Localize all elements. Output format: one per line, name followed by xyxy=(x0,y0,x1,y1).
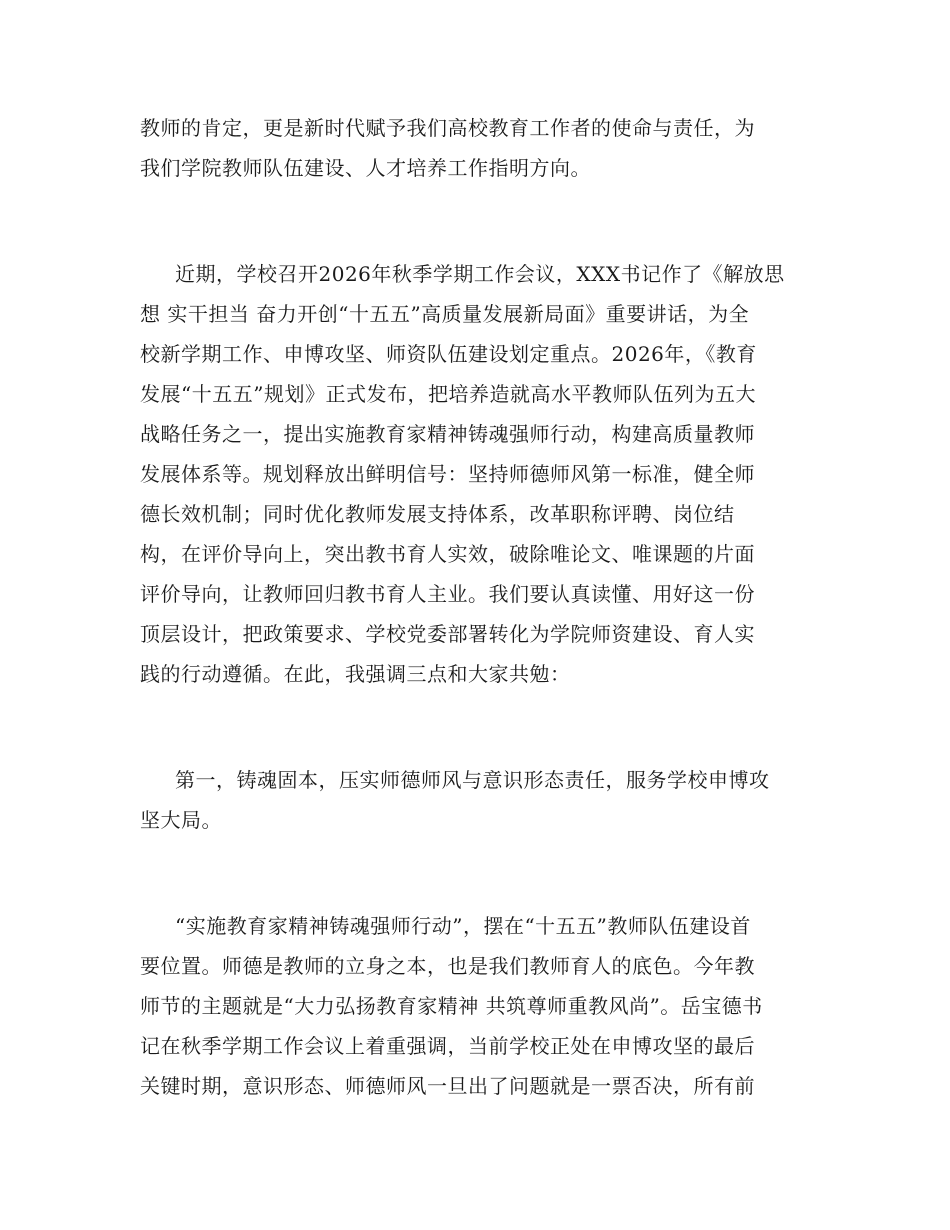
paragraph-line: 发展体系等。规划释放出鲜明信号：坚持师德师风第一标准，健全师 xyxy=(140,462,755,486)
paragraph-line: “实施教育家精神铸魂强师行动”，摆在“十五五”教师队伍建设首 xyxy=(175,914,751,938)
paragraph-line: 践的行动遵循。在此，我强调三点和大家共勉： xyxy=(140,662,571,686)
paragraph-gap xyxy=(140,188,820,254)
paragraph-line: 关键时期，意识形态、师德师风一旦出了问题就是一票否决，所有前 xyxy=(140,1074,755,1098)
paragraph-line: 发展“十五五”规划》正式发布，把培养造就高水平教师队伍列为五大 xyxy=(140,382,756,406)
paragraph-line: 战略任务之一，提出实施教育家精神铸魂强师行动，构建高质量教师 xyxy=(140,422,755,446)
paragraph-line: 顶层设计，把政策要求、学校党委部署转化为学院师资建设、育人实 xyxy=(140,622,755,646)
paragraph-line: 德长效机制；同时优化教师发展支持体系，改革职称评聘、岗位结 xyxy=(140,502,735,526)
paragraph-line: 想 实干担当 奋力开创“十五五”高质量发展新局面》重要讲话，为全 xyxy=(140,302,750,326)
paragraph-line: 我们学院教师队伍建设、人才培养工作指明方向。 xyxy=(140,156,591,180)
paragraph-line: 构，在评价导向上，突出教书育人实效，破除唯论文、唯课题的片面 xyxy=(140,542,755,566)
paragraph-line: 近期，学校召开2026年秋季学期工作会议，XXX书记作了《解放思 xyxy=(175,262,785,286)
paragraph-line: 坚大局。 xyxy=(140,808,222,832)
paragraph-line: 第一，铸魂固本，压实师德师风与意识形态责任，服务学校申博攻 xyxy=(175,768,770,792)
paragraph-gap xyxy=(140,840,820,906)
paragraph-line: 评价导向，让教师回归教书育人主业。我们要认真读懂、用好这一份 xyxy=(140,582,755,606)
paragraph-line: 教师的肯定，更是新时代赋予我们高校教育工作者的使命与责任，为 xyxy=(140,116,755,140)
paragraph-line: 记在秋季学期工作会议上着重强调，当前学校正处在申博攻坚的最后 xyxy=(140,1034,755,1058)
paragraph-line: 校新学期工作、申博攻坚、师资队伍建设划定重点。2026年，《教育 xyxy=(140,342,757,366)
paragraph-line: 要位置。师德是教师的立身之本，也是我们教师育人的底色。今年教 xyxy=(140,954,755,978)
paragraph-2 xyxy=(140,254,820,694)
paragraph-3 xyxy=(140,760,820,840)
paragraph-4 xyxy=(140,906,820,1106)
paragraph-line: 师节的主题就是“大力弘扬教育家精神 共筑尊师重教风尚”。岳宝德书 xyxy=(140,994,763,1018)
paragraph-gap xyxy=(140,694,820,760)
document-body xyxy=(140,108,820,1106)
paragraph-1 xyxy=(140,108,820,188)
